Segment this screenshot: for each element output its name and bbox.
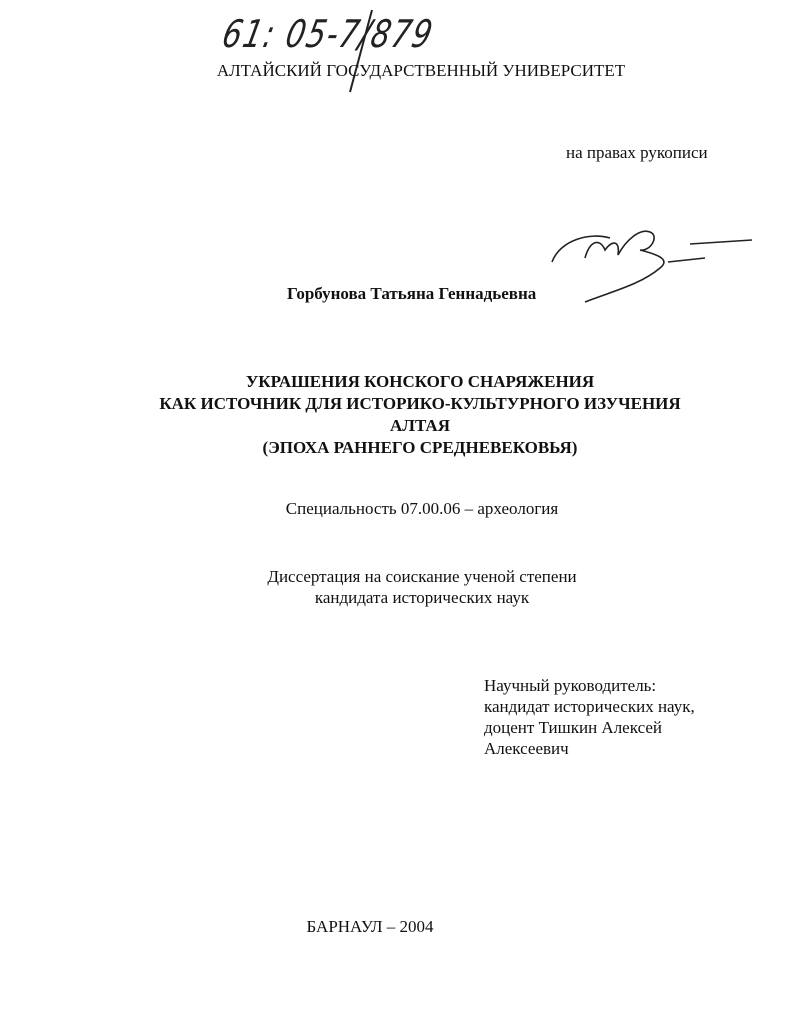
degree-line: Диссертация на соискание ученой степени [267, 567, 577, 586]
supervisor-line: Алексеевич [484, 739, 569, 758]
author-name: Горбунова Татьяна Геннадьевна [287, 284, 537, 303]
title-line: КАК ИСТОЧНИК ДЛЯ ИСТОРИКО-КУЛЬТУРНОГО ИЗУЧЕНИЯ [159, 394, 681, 413]
specialty: Специальность 07.00.06 – археология [285, 499, 559, 518]
manuscript-note: на правах рукописи [566, 143, 708, 162]
supervisor-line: доцент Тишкин Алексей [484, 718, 662, 737]
supervisor-line: кандидат исторических наук, [484, 697, 695, 716]
degree-line: кандидата исторических наук [314, 588, 530, 607]
title-line: УКРАШЕНИЯ КОНСКОГО СНАРЯЖЕНИЯ [245, 372, 595, 391]
title-line: (ЭПОХА РАННЕГО СРЕДНЕВЕКОВЬЯ) [262, 438, 578, 457]
supervisor-line: Научный руководитель: [484, 676, 657, 695]
signature [552, 231, 752, 302]
title-line: АЛТАЯ [390, 416, 450, 435]
handwritten-archive-code: 61: 05-7/879 [218, 12, 438, 56]
city-year: БАРНАУЛ – 2004 [306, 917, 434, 936]
institution-name: АЛТАЙСКИЙ ГОСУДАРСТВЕННЫЙ УНИВЕРСИТЕТ [216, 61, 626, 80]
